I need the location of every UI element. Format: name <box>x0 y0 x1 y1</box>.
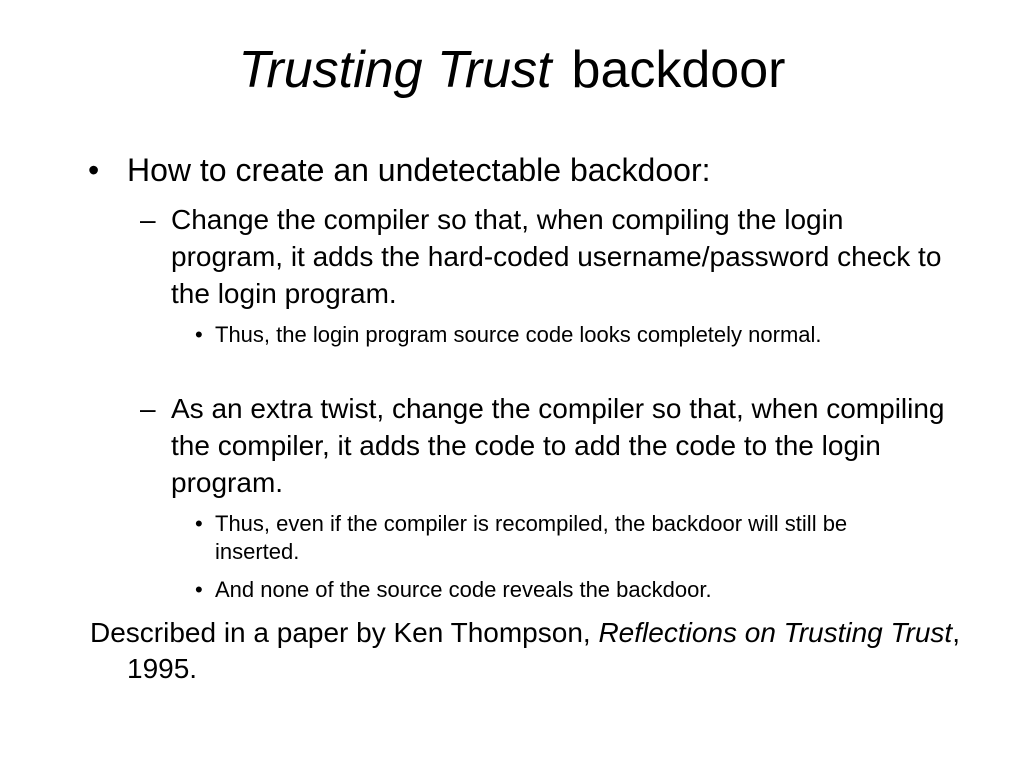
title-italic: Trusting Trust <box>238 41 552 99</box>
detail-text: And none of the source code reveals the backdoor. <box>215 577 712 602</box>
paper-title: Reflections on Trusting Trust <box>598 617 953 648</box>
slide-title <box>0 36 1024 104</box>
bullet-text: How to create an undetectable backdoor: <box>127 152 711 188</box>
sub-point-text: As an extra twist, change the compiler so that, when compiling the compiler, it adds the code to add the code to the login program. <box>171 393 945 498</box>
bullet-icon: • <box>195 511 203 536</box>
sub-point-compiler-login <box>140 201 961 312</box>
detail-text: Thus, even if the compiler is recompiled, the backdoor will still be inserted. <box>215 511 848 564</box>
bullet-icon: • <box>195 322 203 347</box>
bullet-icon: • <box>88 152 100 188</box>
bullet-point <box>88 150 987 190</box>
dash-icon: – <box>140 204 156 235</box>
sub-point-extra-twist <box>140 390 961 501</box>
detail-recompiled <box>195 510 935 566</box>
bullet-icon: • <box>195 577 203 602</box>
detail-no-source <box>195 576 935 604</box>
footnote-prefix: Described in a paper by Ken Thompson, <box>90 617 599 648</box>
title-rest: backdoor <box>571 41 786 99</box>
dash-icon: – <box>140 393 156 424</box>
footnote-suffix: , 1995. <box>127 617 960 684</box>
detail-source-normal <box>195 321 935 349</box>
detail-text: Thus, the login program source code looks completely normal. <box>215 322 822 347</box>
reference-footnote <box>90 615 1007 687</box>
sub-point-text: Change the compiler so that, when compiling the login program, it adds the hard-coded username/password check to the login program. <box>171 204 942 309</box>
